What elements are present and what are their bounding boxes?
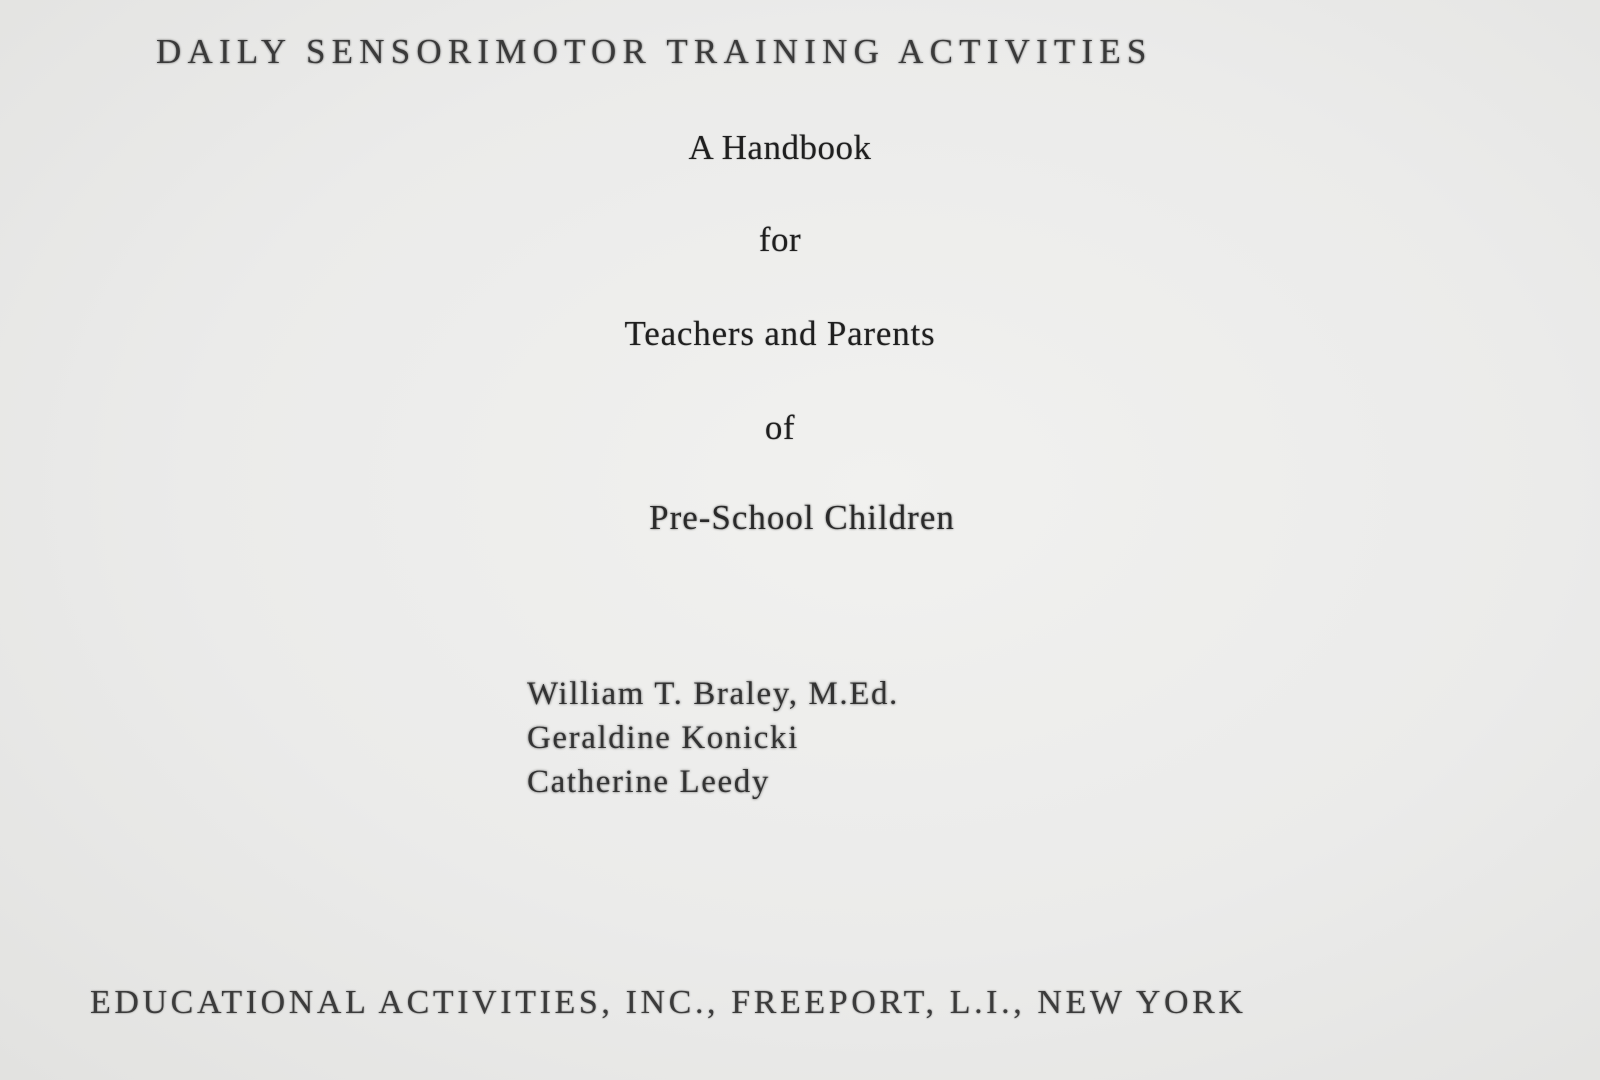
subtitle-line: Teachers and Parents [624, 314, 936, 353]
subtitle-line: of [764, 408, 796, 447]
publisher-imprint: EDUCATIONAL ACTIVITIES, INC., FREEPORT, L.I., NEW YORK [90, 984, 1247, 1021]
author-name: Catherine Leedy [527, 764, 770, 800]
series-title: DAILY SENSORIMOTOR TRAINING ACTIVITIES [156, 32, 1153, 71]
subtitle-line: Pre-School Children [649, 498, 955, 537]
author-name: Geraldine Konicki [527, 720, 799, 756]
subtitle-line: for [758, 220, 802, 259]
author-name: William T. Braley, M.Ed. [527, 676, 899, 712]
subtitle-line: A Handbook [688, 128, 872, 167]
